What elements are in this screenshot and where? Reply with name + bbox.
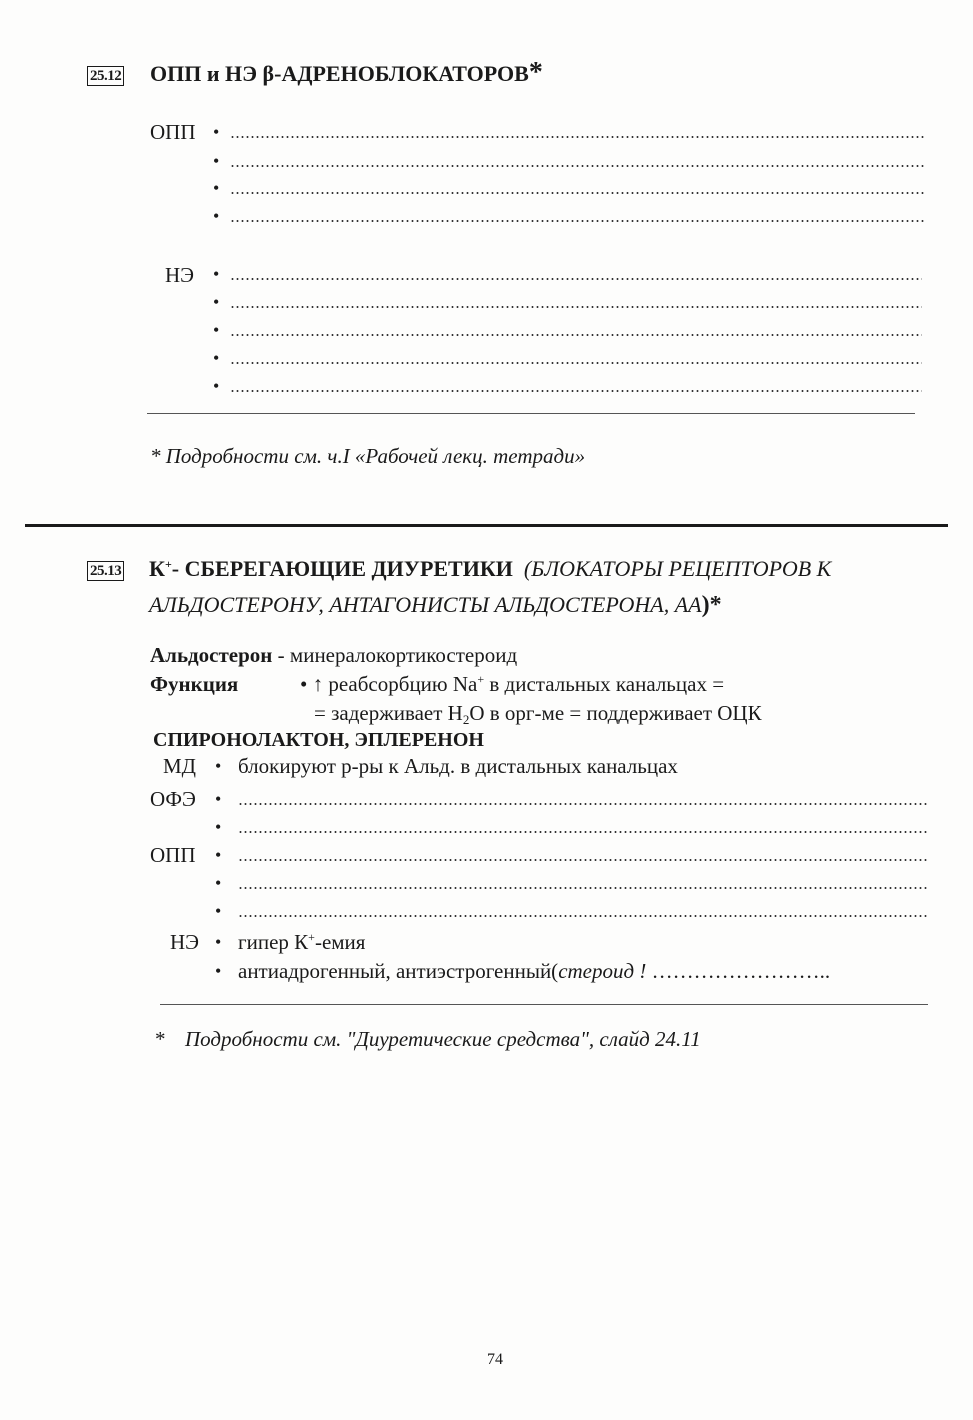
- bullet: •: [213, 151, 220, 171]
- section-title-25-13-cont: АЛЬДОСТЕРОНУ, АНТАГОНИСТЫ АЛЬДОСТЕРОНА, АА)*: [149, 592, 722, 618]
- fill-in-line[interactable]: [238, 803, 928, 805]
- page-number: 74: [487, 1351, 503, 1368]
- footnote-star: *: [155, 1027, 166, 1051]
- footnote-25-12: * Подробности см. ч.I «Рабочей лекц. тетради»: [150, 444, 586, 468]
- bullet: •: [213, 206, 220, 226]
- fill-in-line[interactable]: [230, 306, 922, 308]
- fill-in-line[interactable]: [238, 887, 928, 889]
- drug-names: СПИРОНОЛАКТОН, ЭПЛЕРЕНОН: [153, 729, 484, 751]
- bullet: •: [213, 376, 220, 396]
- bullet: •: [213, 292, 220, 312]
- opp-label-2: ОПП: [150, 843, 196, 867]
- fill-in-line[interactable]: [230, 278, 922, 280]
- function-line-2: = задерживает $H_2O$ в орг-ме = поддерживает ОЦК: [314, 701, 762, 727]
- bullet: •: [215, 873, 222, 893]
- fill-in-line[interactable]: [230, 136, 925, 138]
- md-text: блокируют р-ры к Альд. в дистальных канальцах: [238, 754, 678, 778]
- bullet: •: [215, 817, 222, 837]
- bullet: •: [215, 901, 222, 921]
- bullet: •: [213, 178, 220, 198]
- fill-in-line[interactable]: [238, 831, 928, 833]
- function-label: Функция: [150, 672, 239, 696]
- section-title-25-13: К+- СБЕРЕГАЮЩИЕ ДИУРЕТИКИ (БЛОКАТОРЫ РЕЦЕПТОРОВ К: [149, 556, 832, 581]
- fill-in-line[interactable]: [238, 859, 928, 861]
- fill-in-line[interactable]: [230, 334, 922, 336]
- footnote-25-13: Подробности см. "Диуретические средства", слайд 24.11: [185, 1027, 701, 1051]
- divider: [147, 413, 915, 414]
- opp-label: ОПП: [150, 120, 196, 144]
- ne-label: НЭ: [165, 263, 195, 287]
- bullet: •: [213, 264, 220, 284]
- bullet: •: [215, 845, 222, 865]
- ne-item-2: антиадрогенный, антиэстрогенный(стероид ! ……………………..: [238, 959, 831, 983]
- bullet: •: [213, 320, 220, 340]
- section-number-25-13: 25.13: [87, 561, 124, 581]
- fill-in-line[interactable]: [238, 915, 928, 917]
- section-title-25-12: ОПП и НЭ β-АДРЕНОБЛОКАТОРОВ*: [150, 57, 543, 88]
- fill-in-line[interactable]: [230, 220, 925, 222]
- bullet: •: [215, 961, 222, 981]
- divider: [160, 1004, 928, 1005]
- ne-label-2: НЭ: [170, 930, 200, 954]
- fill-in-line[interactable]: [230, 165, 925, 167]
- bullet: •: [215, 756, 222, 776]
- section-number-25-12: 25.12: [87, 66, 124, 86]
- md-label: МД: [163, 754, 196, 778]
- bullet: •: [213, 122, 220, 142]
- bullet: •: [215, 932, 222, 952]
- ne-item-1: гипер К+-емия: [238, 930, 366, 954]
- function-line-1: • ↑ реабсорбцию Na+ в дистальных канальцах =: [300, 672, 725, 696]
- bullet: •: [215, 789, 222, 809]
- ofe-label: ОФЭ: [150, 787, 196, 811]
- bullet: •: [213, 348, 220, 368]
- fill-in-line[interactable]: [230, 390, 922, 392]
- fill-in-line[interactable]: [230, 192, 925, 194]
- section-separator: [25, 524, 948, 527]
- aldosterone-line: Альдостерон - минералокортикостероид: [150, 643, 518, 667]
- fill-in-line[interactable]: [230, 362, 922, 364]
